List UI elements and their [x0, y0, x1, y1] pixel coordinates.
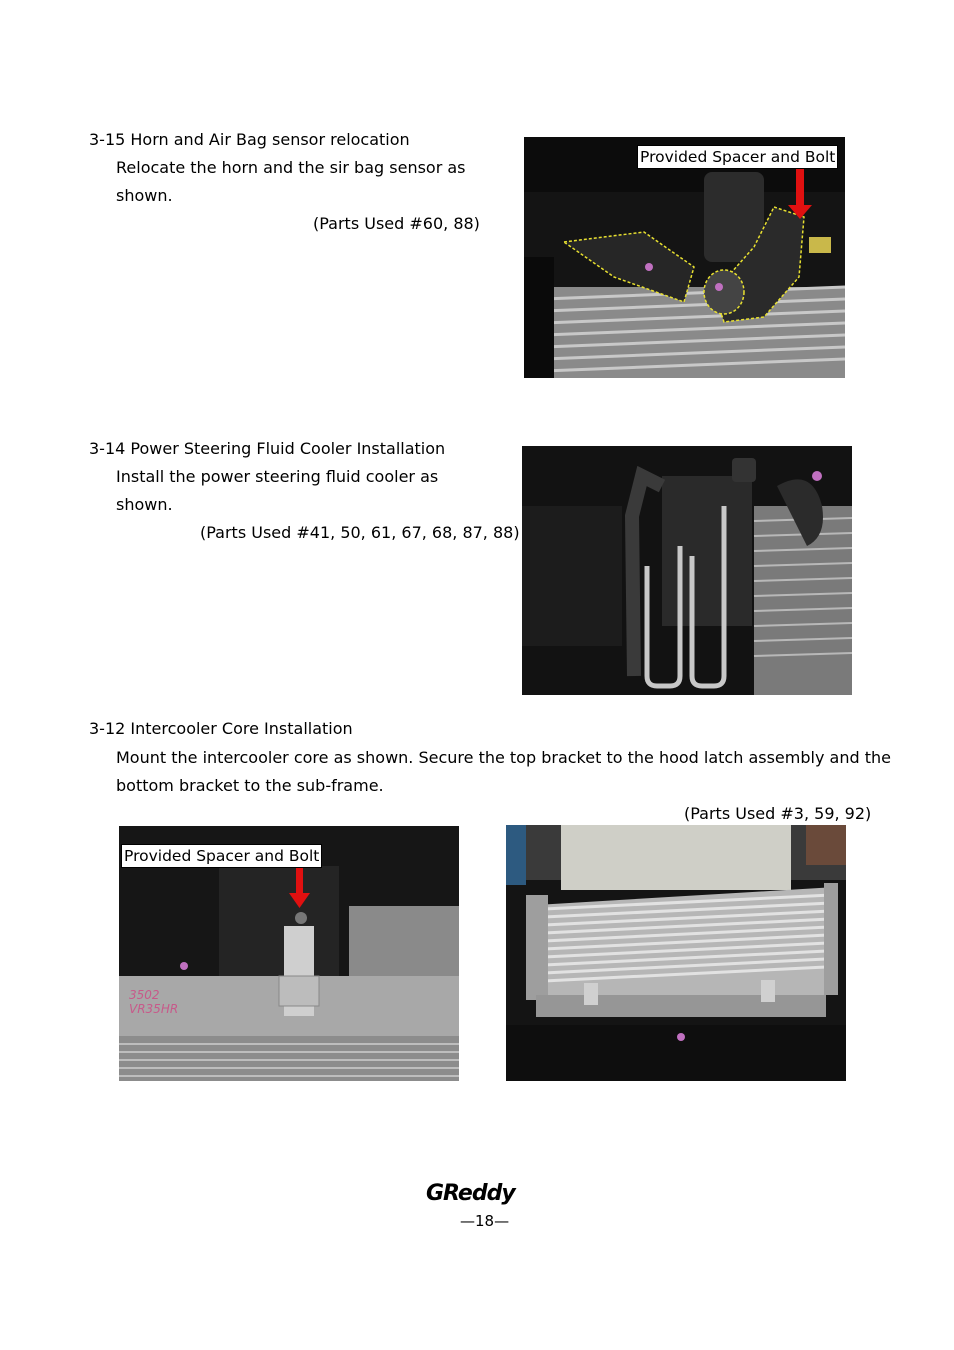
horn-airbag-photo	[524, 137, 845, 378]
section-3-14-line1: Install the power steering fluid cooler as	[116, 467, 439, 486]
section-3-14-parts: (Parts Used #41, 50, 61, 67, 68, 87, 88)	[200, 523, 520, 542]
section-3-12-line1: Mount the intercooler core as shown. Secure the top bracket to the hood latch assembly and the	[116, 748, 891, 767]
section-3-15-parts: (Parts Used #60, 88)	[313, 214, 480, 233]
intercooler-core-illustration	[506, 825, 846, 1081]
section-3-15-heading: 3-15 Horn and Air Bag sensor relocation	[89, 130, 410, 149]
intercooler-core-photo	[506, 825, 846, 1081]
section-3-12-callout: Provided Spacer and Bolt	[121, 844, 322, 868]
section-3-15-line2: shown.	[116, 186, 173, 205]
ps-cooler-illustration	[522, 446, 852, 695]
section-3-15-line1: Relocate the horn and the sir bag sensor as	[116, 158, 466, 177]
ps-cooler-photo	[522, 446, 852, 695]
horn-airbag-illustration	[524, 137, 845, 378]
section-3-14-line2: shown.	[116, 495, 173, 514]
section-3-12-line2: bottom bracket to the sub-frame.	[116, 776, 384, 795]
handwritten-part-code: 3502 VR35HR	[129, 988, 179, 1016]
section-3-15-callout: Provided Spacer and Bolt	[637, 145, 838, 169]
section-3-12-parts: (Parts Used #3, 59, 92)	[684, 804, 872, 823]
greddy-logo: GReddy	[426, 1181, 515, 1206]
section-3-14-heading: 3-14 Power Steering Fluid Cooler Installation	[89, 439, 446, 458]
page-number: —18—	[460, 1212, 510, 1230]
section-3-12-heading: 3-12 Intercooler Core Installation	[89, 719, 353, 738]
